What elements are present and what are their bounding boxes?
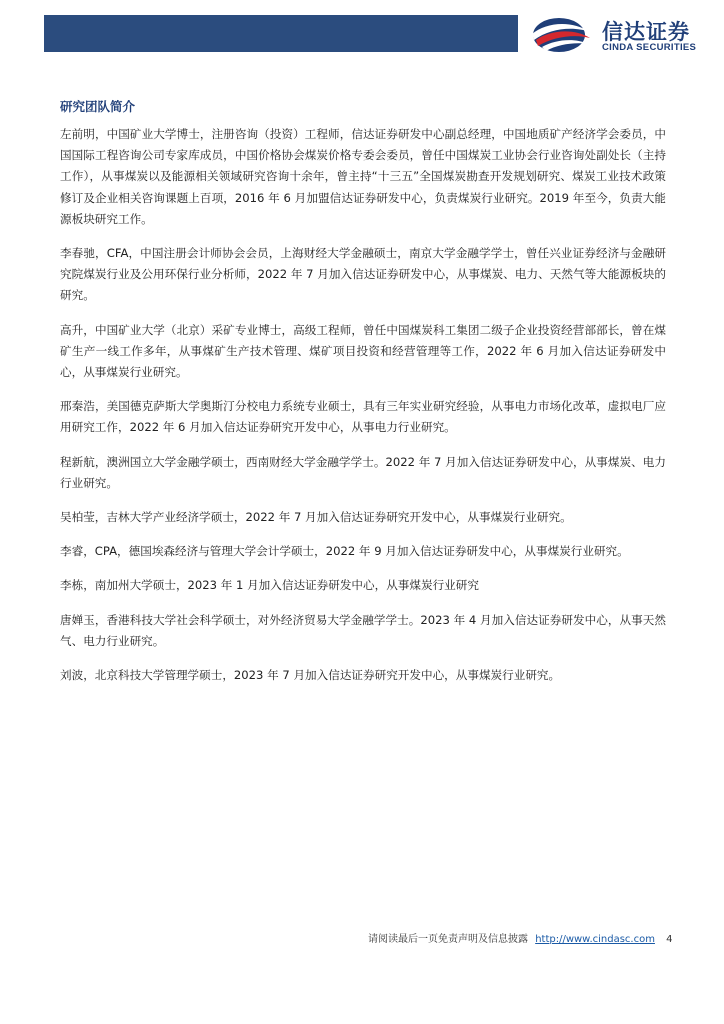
- logo-chinese-name: 信达证券: [602, 20, 690, 44]
- logo-english-name: CINDA SECURITIES: [602, 42, 697, 53]
- team-member-bio: 左前明，中国矿业大学博士，注册咨询（投资）工程师，信达证券研发中心副总经理，中国地质矿产经济学会委员，中国国际工程咨询公司专家库成员，中国价格协会煤炭价格专委会委员，曾任中国煤炭工业协会行业咨询处副处长（主持工作），从事煤炭以及能源相关领域研究咨询十余年，曾主持“十三五”全国煤炭勘查开发规划研究、煤炭工业技术政策修订及企业相关咨询课题上百项，2016 年 6 月加盟信达证券研发中心，负责煤炭行业研究。2019 年至今，负责大能源板块研究工作。: [60, 127, 666, 226]
- header-bar: [44, 15, 518, 52]
- logo-swoosh-icon: [528, 14, 594, 56]
- team-member-bio: 唐婵玉，香港科技大学社会科学硕士，对外经济贸易大学金融学学士。2023 年 4 月加入信达证券研发中心，从事天然气、电力行业研究。: [60, 612, 666, 648]
- section-title: 研究团队简介: [60, 99, 136, 114]
- team-member-bio: 李睿，CPA，德国埃森经济与管理大学会计学硕士，2022 年 9 月加入信达证券研发中心，从事煤炭行业研究。: [60, 544, 629, 559]
- team-member-list: [60, 124, 666, 699]
- team-member-bio: 高升，中国矿业大学（北京）采矿专业博士，高级工程师，曾任中国煤炭科工集团二级子企业投资经营部部长，曾在煤矿生产一线工作多年，从事煤矿生产技术管理、煤矿项目投资和经营管理等工作，2022 年 6 月加入信达证券研发中心，从事煤炭行业研究。: [60, 322, 666, 380]
- page-number: 4: [666, 934, 673, 945]
- team-member-bio: 李春驰，CFA，中国注册会计师协会会员，上海财经大学金融硕士，南京大学金融学学士，曾任兴业证券经济与金融研究院煤炭行业及公用环保行业分析师，2022 年 7 月加入信达证券研发中心，从事煤炭、电力、天然气等大能源板块的研究。: [60, 246, 666, 303]
- page-footer: [368, 930, 673, 945]
- company-logo: [528, 14, 708, 56]
- team-member-bio: 程新航，澳洲国立大学金融学硕士，西南财经大学金融学学士。2022 年 7 月加入信达证券研发中心，从事煤炭、电力行业研究。: [60, 454, 666, 490]
- team-member-bio: 邢秦浩，美国德克萨斯大学奥斯汀分校电力系统专业硕士，具有三年实业研究经验，从事电力市场化改革，虚拟电厂应用研究工作，2022 年 6 月加入信达证券研究开发中心，从事电力行业研究。: [60, 399, 666, 435]
- footer-disclaimer: 请阅读最后一页免责声明及信息披露: [368, 934, 528, 945]
- team-member-bio: 李栋，南加州大学硕士，2023 年 1 月加入信达证券研发中心，从事煤炭行业研究: [60, 578, 479, 593]
- team-member-bio: 刘波，北京科技大学管理学硕士，2023 年 7 月加入信达证券研究开发中心，从事煤炭行业研究。: [60, 668, 561, 683]
- website-link[interactable]: http://www.cindasc.com: [535, 934, 655, 945]
- team-member-bio: 吴柏莹，吉林大学产业经济学硕士，2022 年 7 月加入信达证券研究开发中心，从事煤炭行业研究。: [60, 510, 572, 525]
